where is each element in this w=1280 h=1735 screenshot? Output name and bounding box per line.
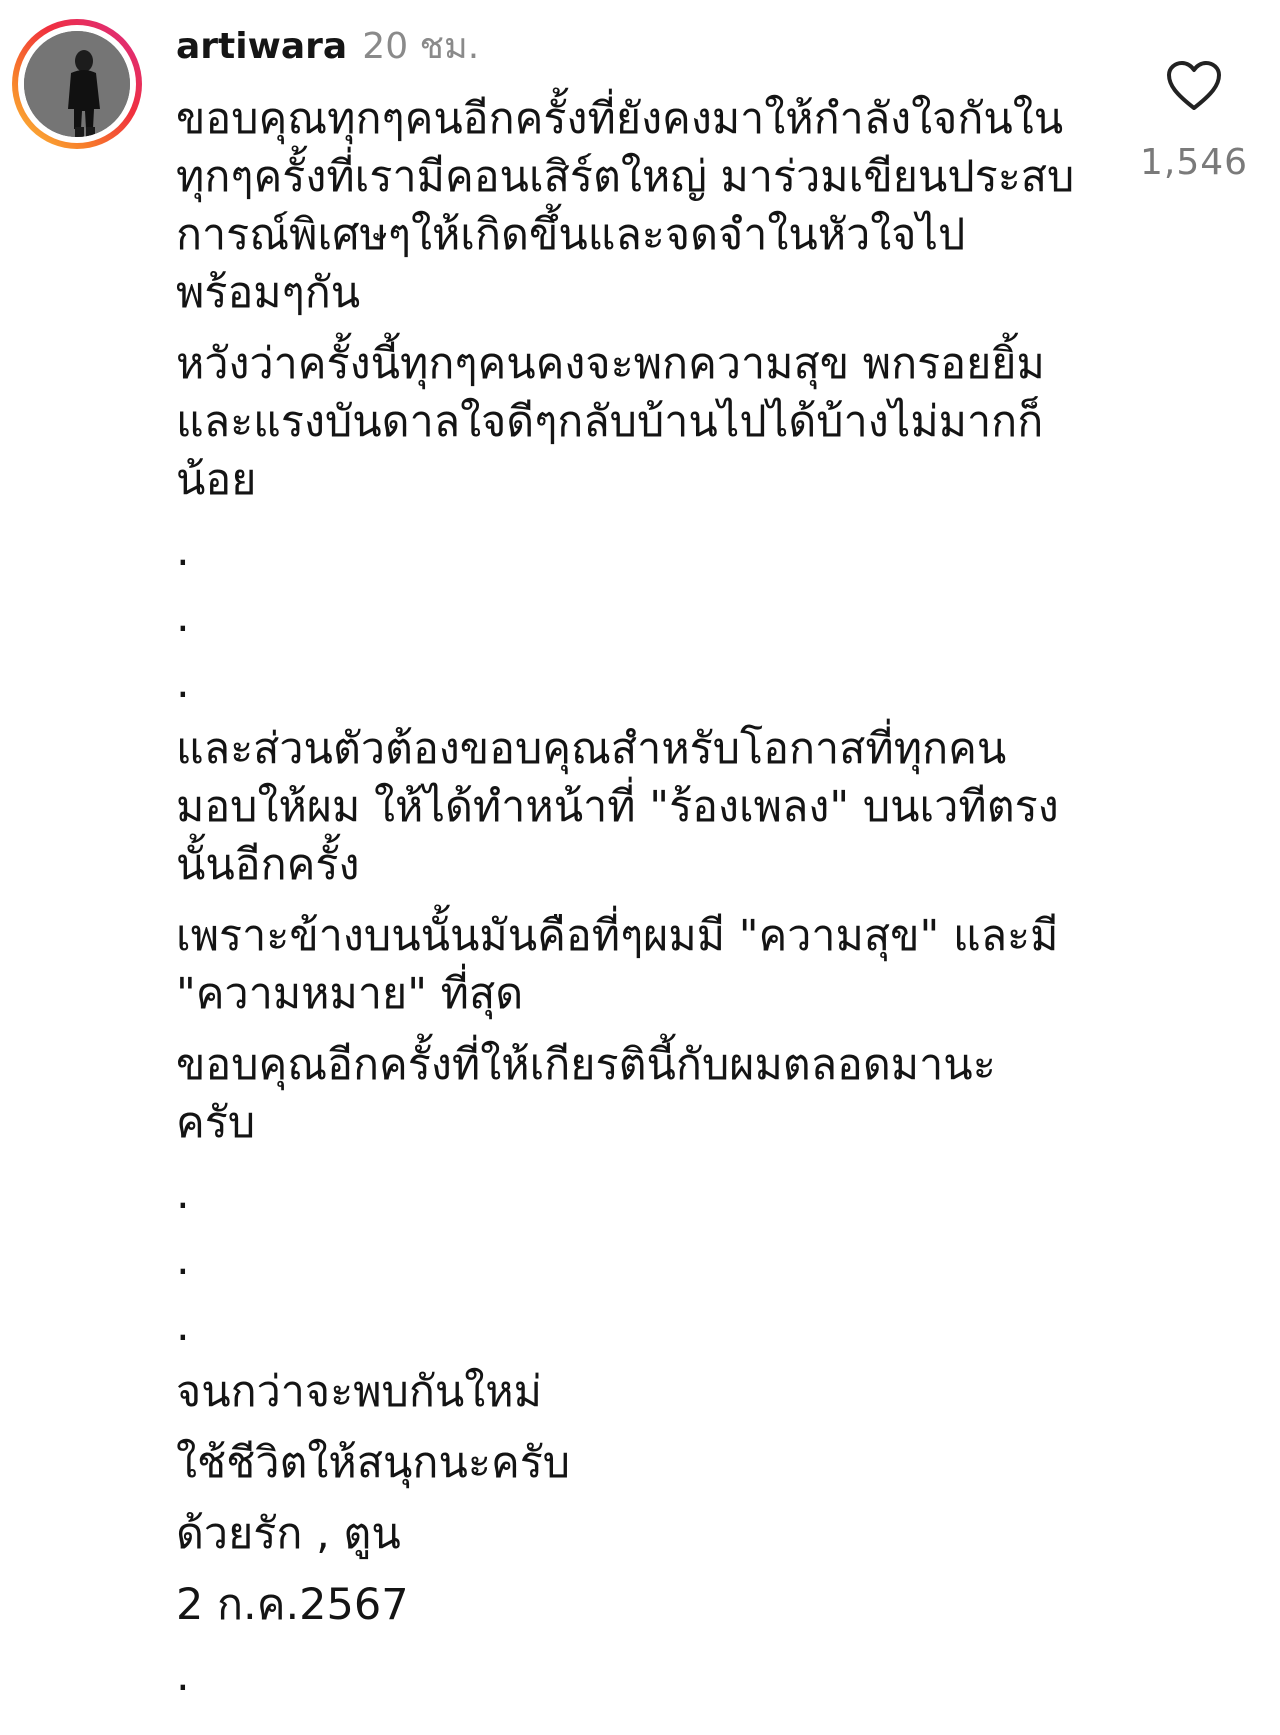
like-count: 1,546 [1139,142,1249,183]
comment-dot-line: . [176,1169,190,1219]
avatar[interactable] [24,31,130,137]
comment-header [176,22,479,72]
comment-dot-line: . [176,1651,190,1701]
comment-paragraph: จนกว่าจะพบกันใหม่ [176,1367,542,1417]
comment-paragraph: เพราะข้างบนนั้นมันคือที่ๆผมมี "ความสุข" และมี "ความหมาย" ที่สุด [176,911,1059,1019]
comment-dot-line: . [176,592,190,642]
profile-photo [24,31,130,137]
username-link[interactable]: artiwara [176,26,348,67]
comment-dot-line: . [176,1301,190,1351]
comment-paragraph: และส่วนตัวต้องขอบคุณสำหรับโอกาสที่ทุกคน มอบให้ผม ให้ได้ทำหน้าที่ "ร้องเพลง" บนเวทีตรง นั้นอีกครั้ง [176,724,1059,890]
heart-outline-icon[interactable] [1166,60,1222,112]
story-ring[interactable] [12,19,142,149]
comment-paragraph: ใช้ชีวิตให้สนุกนะครับ [176,1438,571,1488]
avatar-border [18,25,136,143]
comment-date: 2 ก.ค.2567 [176,1580,409,1630]
comment-paragraph: ขอบคุณทุกๆคนอีกครั้งที่ยังคงมาให้กำลังใจกันใน ทุกๆครั้งที่เรามีคอนเสิร์ตใหญ่ มาร่วมเขียนประสบ การณ์พิเศษๆให้เกิดขึ้นและจดจำในหัวใจไป พร้อมๆกัน [176,94,1075,318]
comment-signature: ด้วยรัก , ตูน [176,1509,401,1559]
comment-dot-line: . [176,1235,190,1285]
comment-dot-line: . [176,658,190,708]
comment-timestamp: 20 ชม. [362,26,480,67]
comment-dot-line: . [176,526,190,576]
like-area [1130,60,1258,183]
comment-paragraph: ขอบคุณอีกครั้งที่ให้เกียรตินี้กับผมตลอดมานะ ครับ [176,1040,996,1148]
comment-paragraph: หวังว่าครั้งนี้ทุกๆคนคงจะพกความสุข พกรอยยิ้ม และแรงบันดาลใจดีๆกลับบ้านไปได้บ้างไม่มากก็ น้อย [176,339,1045,505]
comment-text [176,90,1096,1713]
